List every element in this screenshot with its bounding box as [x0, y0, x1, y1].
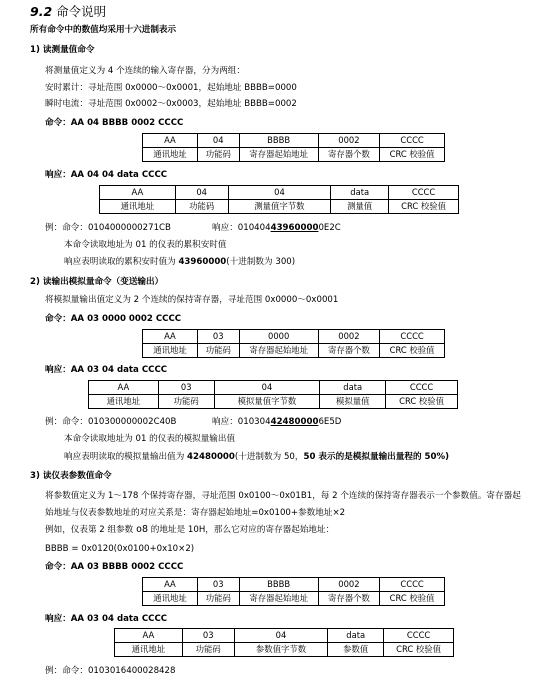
- s2-note2-pre: 响应表明读取的模拟量输出值为: [64, 452, 188, 462]
- s3-example: [45, 524, 334, 536]
- table-cell: AA: [143, 578, 198, 592]
- table-cell: 功能码: [197, 592, 239, 606]
- s1-note2: [64, 256, 295, 268]
- s3-formula: BBBB = 0x0120(0x0100+0x10×2): [45, 544, 195, 554]
- s2-resp-data: 42480000: [270, 417, 319, 427]
- s2-cmd-table: [142, 329, 445, 358]
- table-cell: 04: [175, 186, 228, 200]
- table-cell: BBBB: [239, 578, 318, 592]
- table-cell: AA: [89, 381, 159, 395]
- table-cell: 模拟量值字节数: [214, 395, 320, 409]
- section-title: [30, 2, 106, 20]
- s1-note1: 本命令读取地址为 01 的仪表的累积安时值: [64, 240, 227, 250]
- s3-cmd-label: 命令：AA 03 BBBB 0002 CCCC: [45, 562, 184, 572]
- table-row: [143, 592, 445, 606]
- table-row: [115, 629, 454, 643]
- s2-note2-bold-tail: 50 表示的是模拟量输出量程的 50%): [303, 452, 450, 462]
- section-number: 9.2: [30, 4, 53, 19]
- table-cell: 寄存器个数: [318, 344, 379, 358]
- table-cell: CRC 校验值: [380, 148, 445, 162]
- table-cell: 通讯地址: [89, 395, 159, 409]
- table-cell: 03: [197, 578, 239, 592]
- s1-resp-table: [99, 185, 459, 214]
- table-cell: 测量值: [331, 200, 389, 214]
- table-cell: 功能码: [158, 395, 214, 409]
- section-title-text: 命令说明: [56, 4, 107, 19]
- table-cell: 寄存器起始地址: [239, 592, 318, 606]
- s1-line-a: 安时累计：寻址范围 0x0000～0x0001，起始地址 BBBB=0000: [45, 83, 297, 93]
- table-cell: CCCC: [380, 134, 445, 148]
- table-cell: CCCC: [384, 629, 454, 643]
- table-row: [89, 395, 458, 409]
- s1-note2-pre: 响应表明读取的累积安时值为: [64, 257, 179, 267]
- s3-heading: 3) 读仪表参数值命令: [30, 471, 112, 481]
- s2-note2-mid: (十进制数为 50，: [234, 452, 304, 462]
- table-cell: 04: [214, 381, 320, 395]
- table-row: [143, 134, 445, 148]
- s2-heading: 2) 读输出模拟量命令（变送输出）: [30, 277, 164, 287]
- table-cell: AA: [143, 134, 198, 148]
- table-cell: 参数值字节数: [234, 643, 328, 657]
- table-cell: CCCC: [386, 381, 458, 395]
- table-cell: 0002: [318, 134, 379, 148]
- s3-cmd-table: [142, 577, 445, 606]
- s1-desc: 将测量值定义为 4 个连续的输入寄存器，分为两组：: [45, 66, 245, 76]
- table-cell: 04: [197, 134, 239, 148]
- table-cell: AA: [115, 629, 183, 643]
- table-row: [100, 200, 459, 214]
- table-cell: 寄存器起始地址: [239, 344, 318, 358]
- s3-example-cmd: 例：命令：0103016400028428: [45, 666, 176, 676]
- intro-text: 所有命令中的数值均采用十六进制表示: [30, 25, 177, 35]
- table-cell: 功能码: [197, 344, 239, 358]
- s1-note2-post: (十进制数为 300): [226, 257, 296, 267]
- table-row: [100, 186, 459, 200]
- s2-note1: 本命令读取地址为 01 的仪表的模拟量输出值: [64, 434, 236, 444]
- s3-example-post: 的地址是 10H，那么它对应的寄存器起始地址：: [150, 525, 335, 535]
- s1-resp-prefix: 响应：010404: [212, 223, 271, 233]
- table-cell: data: [328, 629, 384, 643]
- table-cell: 功能码: [175, 200, 228, 214]
- table-row: [143, 344, 445, 358]
- s3-resp-table: [114, 628, 454, 657]
- table-cell: 寄存器个数: [318, 148, 379, 162]
- table-cell: data: [320, 381, 386, 395]
- table-cell: 寄存器个数: [318, 592, 379, 606]
- table-cell: CCCC: [380, 330, 445, 344]
- table-cell: 通讯地址: [115, 643, 183, 657]
- table-cell: 04: [228, 186, 331, 200]
- table-cell: AA: [143, 330, 198, 344]
- table-cell: 参数值: [328, 643, 384, 657]
- table-cell: 0000: [239, 330, 318, 344]
- s3-resp-label: 响应：AA 03 04 data CCCC: [45, 614, 168, 624]
- s1-note2-value: 43960000: [178, 257, 227, 267]
- s2-resp-table: [88, 380, 458, 409]
- s3-example-pre: 例如，仪表第 2 组参数: [45, 525, 134, 535]
- table-cell: CRC 校验值: [380, 592, 445, 606]
- s3-desc2: 始地址与仪表参数地址的对应关系是：寄存器起始地址=0x0100+参数地址×2: [45, 508, 346, 518]
- table-cell: 0002: [318, 578, 379, 592]
- s2-example-resp: [212, 416, 341, 428]
- s2-note2: [64, 451, 449, 463]
- table-row: [143, 578, 445, 592]
- s2-desc: 将模拟量输出值定义为 2 个连续的保持寄存器，寻址范围 0x0000～0x0001: [45, 295, 339, 305]
- table-cell: CRC 校验值: [389, 200, 459, 214]
- table-cell: 通讯地址: [143, 592, 198, 606]
- table-cell: 通讯地址: [143, 344, 198, 358]
- table-cell: AA: [100, 186, 176, 200]
- s1-example-cmd: 例：命令：0104000000271CB: [45, 223, 171, 233]
- table-row: [143, 148, 445, 162]
- table-cell: 03: [182, 629, 234, 643]
- s3-param-glyph: o8: [136, 524, 149, 535]
- s1-cmd-label: 命令：AA 04 BBBB 0002 CCCC: [45, 118, 184, 128]
- s1-line-b: 瞬时电流：寻址范围 0x0002～0x0003，起始地址 BBBB=0002: [45, 99, 297, 109]
- s2-example-cmd: 例：命令：010300000002C40B: [45, 417, 177, 427]
- s1-resp-crc: 0E2C: [318, 223, 341, 233]
- table-cell: CCCC: [380, 578, 445, 592]
- s2-resp-prefix: 响应：010304: [212, 417, 271, 427]
- s1-example-resp: [212, 222, 341, 234]
- table-cell: CRC 校验值: [384, 643, 454, 657]
- s1-resp-data: 43960000: [270, 223, 319, 233]
- table-row: [89, 381, 458, 395]
- s2-resp-crc: 6E5D: [318, 417, 342, 427]
- s1-resp-label: 响应：AA 04 04 data CCCC: [45, 170, 168, 180]
- s1-heading: 1) 读测量值命令: [30, 45, 95, 55]
- table-cell: 03: [197, 330, 239, 344]
- table-cell: BBBB: [239, 134, 318, 148]
- table-cell: 功能码: [182, 643, 234, 657]
- table-cell: 测量值字节数: [228, 200, 331, 214]
- table-cell: 04: [234, 629, 328, 643]
- table-row: [143, 330, 445, 344]
- table-cell: 03: [158, 381, 214, 395]
- table-cell: 功能码: [197, 148, 239, 162]
- s2-cmd-label: 命令：AA 03 0000 0002 CCCC: [45, 314, 182, 324]
- table-row: [115, 643, 454, 657]
- table-cell: 寄存器起始地址: [239, 148, 318, 162]
- table-cell: 0002: [318, 330, 379, 344]
- table-cell: CCCC: [389, 186, 459, 200]
- table-cell: 通讯地址: [100, 200, 176, 214]
- s2-note2-value: 42480000: [187, 452, 235, 462]
- s2-resp-label: 响应：AA 03 04 data CCCC: [45, 365, 168, 375]
- table-cell: 通讯地址: [143, 148, 198, 162]
- table-cell: CRC 校验值: [380, 344, 445, 358]
- s1-cmd-table: [142, 133, 445, 162]
- table-cell: CRC 校验值: [386, 395, 458, 409]
- table-cell: data: [331, 186, 389, 200]
- s3-desc1: 将参数值定义为 1～178 个保持寄存器，寻址范围 0x0100～0x01B1，每 2 个连续的保持寄存器表示一个参数值。寄存器起: [45, 491, 521, 501]
- table-cell: 模拟量值: [320, 395, 386, 409]
